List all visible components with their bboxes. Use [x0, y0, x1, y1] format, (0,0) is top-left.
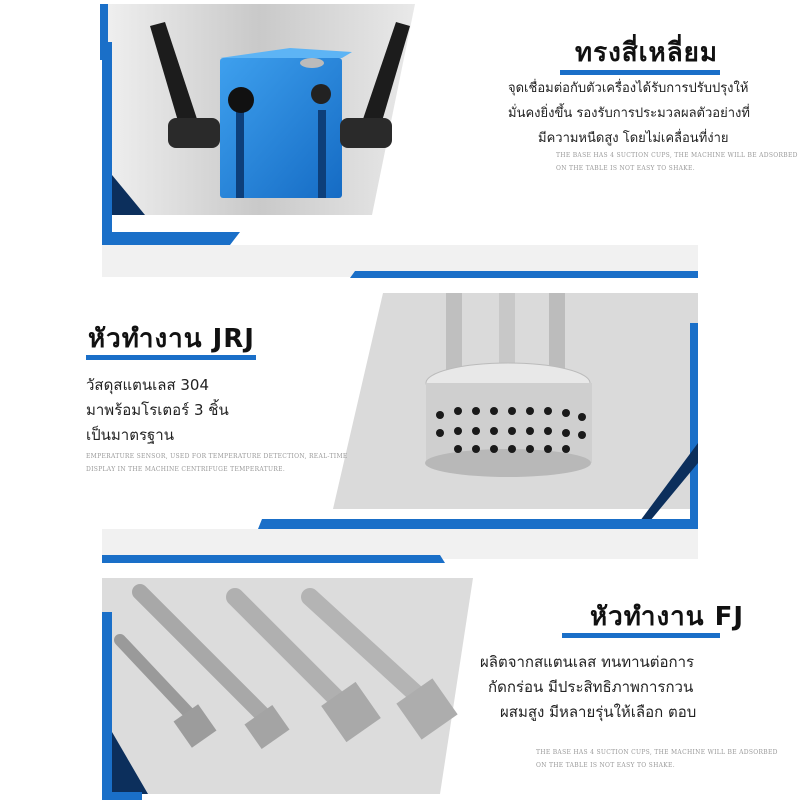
- section3-line: ผสมสูง มีหลายรุ่นให้เลือก ตอบ: [500, 703, 697, 721]
- section1-title: ทรงสี่เหลี่ยม: [575, 38, 718, 68]
- section2-underline: [86, 355, 256, 360]
- section1-line: มีความหนืดสูง โดยไม่เคลื่อนที่ง่าย: [538, 131, 729, 146]
- section2-description: [86, 373, 229, 448]
- section3-fine-print: [536, 746, 778, 772]
- section3-line: กัดกร่อน มีประสิทธิภาพการกวน: [488, 678, 694, 696]
- section3-underline: [562, 633, 720, 638]
- section3-line: ผลิตจากสแตนเลส ทนทานต่อการ: [480, 653, 695, 671]
- section2-fine-print: [86, 450, 348, 476]
- section1-description: [508, 76, 750, 151]
- section-fj-head: [0, 572, 800, 800]
- fine-line: DISPLAY IN THE MACHINE CENTRIFUGE TEMPERATURE.: [86, 466, 286, 473]
- fine-line: THE BASE HAS 4 SUCTION CUPS, THE MACHINE WILL BE ADSORBED: [556, 152, 798, 159]
- section1-underline: [560, 70, 720, 75]
- fine-line: THE BASE HAS 4 SUCTION CUPS, THE MACHINE WILL BE ADSORBED: [536, 749, 778, 756]
- section1-line: จุดเชื่อมต่อกับตัวเครื่องได้รับการปรับปรุงให้: [508, 81, 749, 96]
- section2-line: มาพร้อมโรเตอร์ 3 ชิ้น: [86, 401, 229, 419]
- section1-line: มั่นคงยิ่งขึ้น รองรับการประมวลผลตัวอย่างที่: [508, 106, 750, 121]
- section3-title: หัวทำงาน FJ: [590, 602, 745, 632]
- rotor-holes: [436, 407, 586, 453]
- section2-title: หัวทำงาน JRJ: [88, 324, 255, 354]
- fine-line: ON THE TABLE IS NOT EASY TO SHAKE.: [556, 165, 695, 172]
- section-jrj-head: [0, 283, 800, 565]
- section1-fine-print: [556, 149, 798, 175]
- section2-line: วัสดุสแตนเลส 304: [86, 376, 210, 394]
- section-square-clamp: [0, 0, 800, 280]
- section3-description: [480, 650, 696, 725]
- fine-line: EMPERATURE SENSOR, USED FOR TEMPERATURE DETECTION, REAL-TIME: [86, 453, 348, 460]
- fine-line: ON THE TABLE IS NOT EASY TO SHAKE.: [536, 762, 675, 769]
- section2-line: เป็นมาตรฐาน: [86, 426, 174, 444]
